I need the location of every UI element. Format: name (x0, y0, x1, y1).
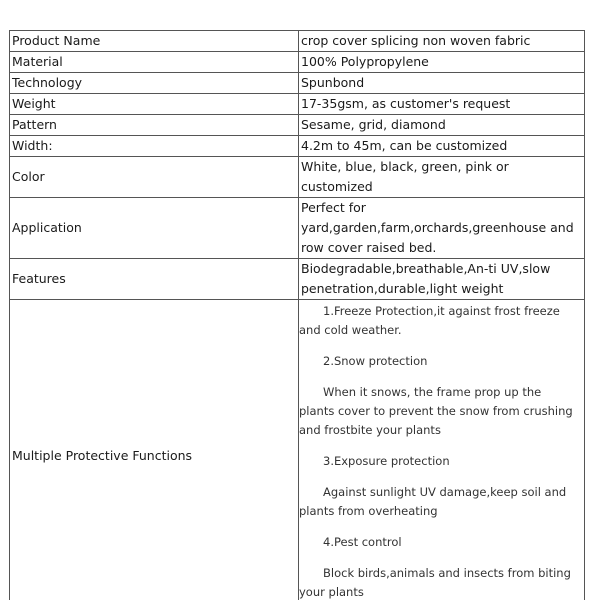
spec-row-protective-functions (10, 300, 585, 600)
function-paragraph: 4.Pest control (323, 535, 402, 549)
function-paragraph: 1.Freeze Protection,it against frost freeze and cold weather. (299, 304, 560, 337)
spec-row-color (10, 157, 585, 198)
function-paragraph: When it snows, the frame prop up the plants cover to prevent the snow from crushing and frostbite your plants (299, 385, 573, 437)
spec-row-features (10, 259, 585, 300)
spec-value: Spunbond (299, 73, 585, 94)
spec-row-pattern (10, 115, 585, 136)
function-paragraph: 2.Snow protection (323, 354, 428, 368)
spec-row-application (10, 198, 585, 259)
functions-description (299, 300, 585, 600)
spec-value: 17-35gsm, as customer's request (299, 94, 585, 115)
spec-value: Biodegradable,breathable,An-ti UV,slow penetration,durable,light weight (299, 259, 585, 300)
function-paragraph: Block birds,animals and insects from biting your plants (299, 566, 571, 599)
spec-value: 100% Polypropylene (299, 52, 585, 73)
spec-row-width (10, 136, 585, 157)
spec-row-product-name (10, 31, 585, 52)
spec-row-material (10, 52, 585, 73)
spec-row-technology (10, 73, 585, 94)
function-paragraph: 3.Exposure protection (323, 454, 450, 468)
spec-label: Weight (10, 94, 299, 115)
spec-label: Color (10, 157, 299, 198)
spec-value: Sesame, grid, diamond (299, 115, 585, 136)
product-spec-table (9, 30, 585, 600)
spec-label: Width: (10, 136, 299, 157)
spec-label: Application (10, 198, 299, 259)
function-paragraph: Against sunlight UV damage,keep soil and plants from overheating (299, 485, 567, 518)
spec-row-weight (10, 94, 585, 115)
spec-label: Technology (10, 73, 299, 94)
spec-value: White, blue, black, green, pink or customized (299, 157, 585, 198)
spec-label: Material (10, 52, 299, 73)
spec-value: Perfect for yard,garden,farm,orchards,greenhouse and row cover raised bed. (299, 198, 585, 259)
spec-value: crop cover splicing non woven fabric (299, 31, 585, 52)
spec-label: Features (10, 259, 299, 300)
spec-label: Product Name (10, 31, 299, 52)
spec-value: 4.2m to 45m, can be customized (299, 136, 585, 157)
spec-label: Pattern (10, 115, 299, 136)
spec-label: Multiple Protective Functions (10, 300, 299, 600)
